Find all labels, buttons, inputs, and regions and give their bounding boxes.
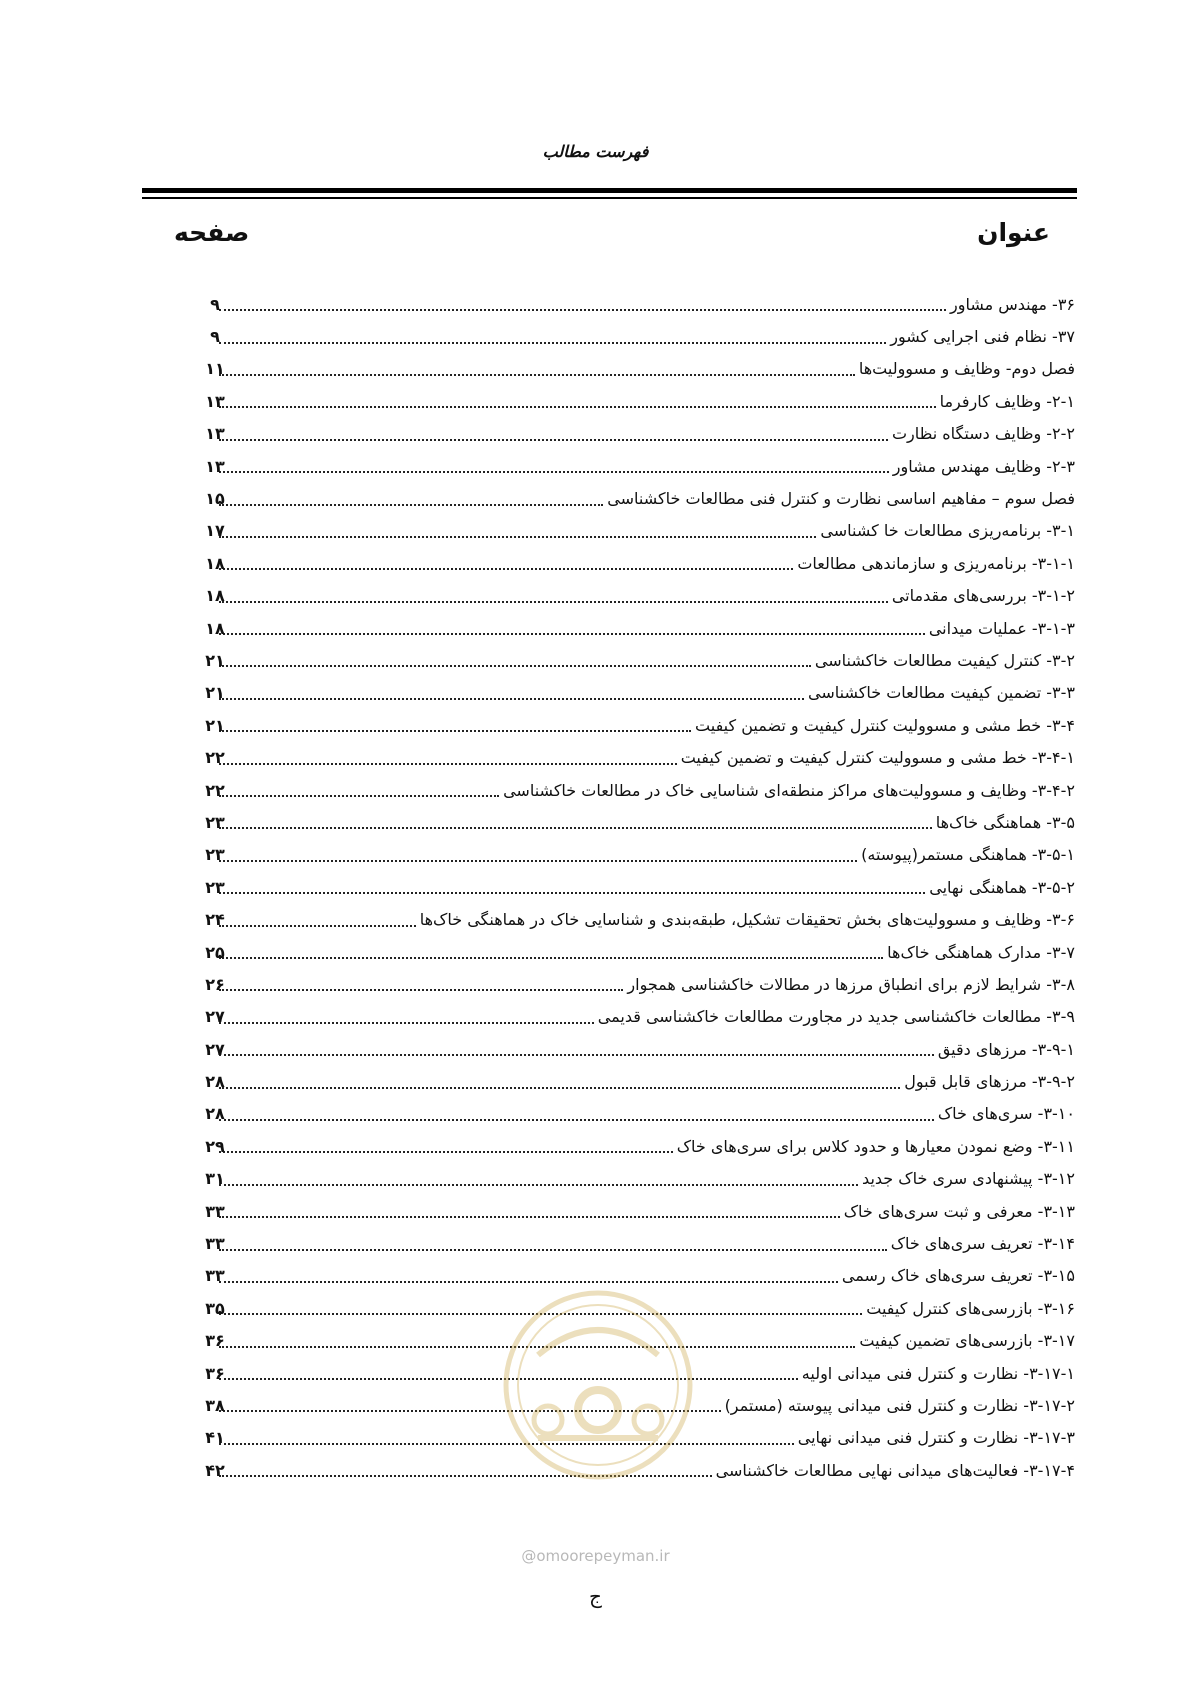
toc-entry-title: ۳-۱۳- معرفی و ثبت سری‌های خاک	[843, 1201, 1075, 1221]
toc-entry-page: ۲۸	[205, 1104, 225, 1124]
toc-entry-page: ۳۳	[205, 1201, 225, 1221]
toc-entry[interactable]	[205, 968, 1075, 1000]
toc-entry-title: ۳-۱۷- بازرسی‌های تضمین کیفیت	[859, 1331, 1075, 1351]
toc-entry[interactable]	[205, 1130, 1075, 1162]
toc-entry-page: ۲۱	[205, 683, 225, 703]
toc-entry[interactable]	[205, 1033, 1075, 1065]
toc-dot-leader	[219, 1022, 594, 1024]
toc-dot-leader	[219, 1087, 900, 1089]
toc-entry-page: ۳۵	[205, 1298, 225, 1318]
toc-entry-page: ۲۱	[205, 715, 225, 735]
page-number: ج	[589, 1584, 602, 1608]
toc-dot-leader	[219, 374, 855, 376]
toc-entry-title: ۳-۱۷-۳- نظارت و کنترل فنی میدانی نهایی	[797, 1428, 1075, 1448]
toc-dot-leader	[219, 309, 946, 311]
toc-entry-page: ۲۷	[205, 1007, 225, 1027]
toc-entry-page: ۱۳	[205, 424, 225, 444]
toc-entry[interactable]	[205, 839, 1075, 871]
toc-entry-page: ۲۱	[205, 650, 225, 670]
toc-entry-title: ۳-۱-۲- بررسی‌های مقدماتی	[891, 586, 1075, 606]
toc-dot-leader	[219, 925, 416, 927]
toc-entry[interactable]	[210, 288, 1075, 320]
toc-entry-page: ۴۱	[205, 1428, 225, 1448]
toc-dot-leader	[219, 730, 691, 732]
toc-entry-page: ۲۲	[205, 780, 225, 800]
toc-entry-title: ۳-۱۱- وضع نمودن معیارها و حدود کلاس برای سری‌های خاک	[676, 1136, 1075, 1156]
toc-entry-title: ۲-۱- وظایف کارفرما	[939, 391, 1075, 411]
toc-entry-page: ۲۷	[205, 1039, 225, 1059]
toc-dot-leader	[219, 1184, 858, 1186]
toc-dot-leader	[219, 698, 804, 700]
toc-entry-title: ۳-۱۲- پیشنهادی سری خاک جدید	[862, 1169, 1075, 1189]
toc-entry-page: ۱۸	[205, 586, 225, 606]
toc-entry-page: ۲۶	[205, 974, 225, 994]
toc-dot-leader	[219, 439, 888, 441]
toc-entry[interactable]	[205, 644, 1075, 676]
toc-dot-leader	[219, 957, 883, 959]
toc-entry-title: ۳-۱۷-۲- نظارت و کنترل فنی میدانی پیوسته (مستمر)	[724, 1395, 1075, 1415]
toc-entry[interactable]	[205, 385, 1075, 417]
toc-entry[interactable]	[205, 418, 1075, 450]
toc-entry[interactable]	[205, 677, 1075, 709]
toc-entry-title: ۳-۱-۳- عملیات میدانی	[928, 618, 1075, 638]
toc-entry[interactable]	[205, 1163, 1075, 1195]
toc-entry[interactable]	[205, 1227, 1075, 1259]
toc-entry-page: ۱۸	[205, 553, 225, 573]
toc-dot-leader	[219, 1216, 840, 1218]
toc-dot-leader	[219, 827, 932, 829]
toc-entry-page: ۹	[210, 327, 220, 347]
toc-entry-title: ۳-۷- مدارک هماهنگی خاک‌ها	[887, 942, 1075, 962]
toc-dot-leader	[219, 1054, 934, 1056]
toc-entry-title: ۳-۱۶- بازرسی‌های کنترل کیفیت	[866, 1298, 1075, 1318]
toc-entry-page: ۲۵	[205, 942, 225, 962]
toc-dot-leader	[219, 795, 499, 797]
toc-dot-leader	[219, 665, 811, 667]
toc-dot-leader	[219, 471, 889, 473]
toc-entry-title: ۳۷- نظام فنی اجرایی کشور	[890, 327, 1075, 347]
toc-entry-page: ۱۵	[205, 489, 225, 509]
toc-entry-page: ۱۱	[205, 359, 225, 379]
toc-dot-leader	[219, 860, 857, 862]
toc-entry-page: ۳۸	[205, 1395, 225, 1415]
toc-dot-leader	[219, 342, 886, 344]
toc-entry[interactable]	[205, 774, 1075, 806]
column-heading-title: عنوان	[977, 218, 1050, 247]
toc-entry[interactable]	[205, 1001, 1075, 1033]
toc-entry-title: ۳۶- مهندس مشاور	[949, 294, 1075, 314]
watermark-logo	[498, 1285, 698, 1485]
toc-entry-page: ۳۶	[205, 1331, 225, 1351]
toc-entry[interactable]	[205, 1098, 1075, 1130]
toc-entry[interactable]	[205, 806, 1075, 838]
toc-entry-page: ۱۳	[205, 456, 225, 476]
toc-entry-title: ۲-۳- وظایف مهندس مشاور	[892, 456, 1075, 476]
watermark-url: @omoorepeyman.ir	[521, 1547, 670, 1565]
toc-entry-page: ۱۷	[205, 521, 225, 541]
toc-dot-leader	[219, 568, 793, 570]
toc-entry-title: ۳-۱-۱- برنامه‌ریزی و سازماندهی مطالعات	[797, 553, 1075, 573]
toc-entry-title: ۳-۹- مطالعات خاکشناسی جدید در مجاورت مطالعات خاکشناسی قدیمی	[597, 1007, 1075, 1027]
toc-entry-page: ۳۱	[205, 1169, 225, 1189]
toc-entry[interactable]	[205, 741, 1075, 773]
toc-dot-leader	[219, 504, 603, 506]
toc-dot-leader	[219, 989, 623, 991]
toc-entry-title: ۳-۱۴- تعریف سری‌های خاک	[890, 1234, 1075, 1254]
toc-entry[interactable]	[205, 353, 1075, 385]
toc-entry-title: ۳-۱۷-۴- فعالیت‌های میدانی نهایی مطالعات خاکشناسی	[715, 1460, 1075, 1480]
toc-entry-page: ۴۲	[205, 1460, 225, 1480]
toc-dot-leader	[219, 763, 677, 765]
toc-entry[interactable]	[205, 936, 1075, 968]
toc-entry-title: ۳-۱- برنامه‌ریزی مطالعات خا کشناسی	[820, 521, 1075, 541]
toc-entry-title: ۳-۵- هماهنگی خاک‌ها	[935, 812, 1075, 832]
toc-entry-title: ۳-۴- خط مشی و مسوولیت کنترل کیفیت و تضمین کیفیت	[695, 715, 1075, 735]
toc-entry-page: ۳۳	[205, 1234, 225, 1254]
toc-entry[interactable]	[205, 871, 1075, 903]
toc-entry-title: فصل سوم – مفاهیم اساسی نظارت و کنترل فنی مطالعات خاکشناسی	[607, 489, 1075, 509]
toc-dot-leader	[219, 1151, 673, 1153]
toc-entry-title: ۳-۲- کنترل کیفیت مطالعات خاکشناسی	[814, 650, 1075, 670]
toc-entry-title: ۳-۵-۲- هماهنگی نهایی	[929, 877, 1075, 897]
toc-entry[interactable]	[205, 450, 1075, 482]
toc-entry-title: ۳-۶- وظایف و مسوولیت‌های بخش تحقیقات تشکیل، طبقه‌بندی و شناسایی خاک در هماهنگی خاک‌ها	[419, 910, 1075, 930]
toc-entry-title: ۳-۹-۱- مرزهای دقیق	[937, 1039, 1075, 1059]
running-title: فهرست مطالب	[542, 142, 649, 161]
toc-entry[interactable]	[205, 515, 1075, 547]
toc-entry-title: فصل دوم- وظایف و مسوولیت‌ها	[858, 359, 1075, 379]
toc-entry-page: ۱۳	[205, 391, 225, 411]
toc-entry-page: ۲۳	[205, 877, 225, 897]
toc-entry[interactable]	[205, 1195, 1075, 1227]
toc-entry-title: ۳-۱۰- سری‌های خاک	[937, 1104, 1075, 1124]
header-rule-thick	[142, 188, 1077, 193]
toc-entry-title: ۲-۲- وظایف دستگاه نظارت	[891, 424, 1075, 444]
toc-entry-title: ۳-۵-۱- هماهنگی مستمر(پیوسته)	[861, 845, 1075, 865]
toc-entry-title: ۳-۳- تضمین کیفیت مطالعات خاکشناسی	[808, 683, 1075, 703]
column-heading-page: صفحه	[174, 218, 250, 247]
toc-entry[interactable]	[205, 482, 1075, 514]
toc-dot-leader	[219, 536, 816, 538]
toc-dot-leader	[219, 1119, 934, 1121]
toc-entry-title: ۳-۱۷-۱- نظارت و کنترل فنی میدانی اولیه	[801, 1363, 1075, 1383]
toc-entry[interactable]	[210, 320, 1075, 352]
toc-dot-leader	[219, 601, 888, 603]
toc-entry[interactable]	[205, 1065, 1075, 1097]
toc-entry[interactable]	[205, 612, 1075, 644]
toc-entry-title: ۳-۴-۲- وظایف و مسوولیت‌های مراکز منطقه‌ای شناسایی خاک در مطالعات خاکشناسی	[503, 780, 1075, 800]
toc-entry-page: ۳۶	[205, 1363, 225, 1383]
toc-entry-title: ۳-۴-۱- خط مشی و مسوولیت کنترل کیفیت و تضمین کیفیت	[680, 748, 1075, 768]
toc-entry-page: ۹	[210, 294, 220, 314]
toc-entry[interactable]	[205, 547, 1075, 579]
toc-entry[interactable]	[205, 580, 1075, 612]
toc-dot-leader	[219, 1249, 887, 1251]
toc-dot-leader	[219, 1281, 838, 1283]
toc-entry-page: ۲۳	[205, 845, 225, 865]
toc-dot-leader	[219, 406, 936, 408]
toc-entry-page: ۲۸	[205, 1072, 225, 1092]
toc-dot-leader	[219, 892, 925, 894]
toc-entry-page: ۳۳	[205, 1266, 225, 1286]
toc-entry[interactable]	[205, 709, 1075, 741]
toc-entry[interactable]	[205, 903, 1075, 935]
toc-entry-page: ۲۹	[205, 1136, 225, 1156]
header-rule-thin	[142, 197, 1077, 199]
toc-entry-title: ۳-۱۵- تعریف سری‌های خاک رسمی	[841, 1266, 1075, 1286]
toc-dot-leader	[219, 633, 925, 635]
toc-entry-title: ۳-۸- شرایط لازم برای انطباق مرزها در مطالات خاکشناسی همجوار	[627, 974, 1075, 994]
toc-entry-page: ۱۸	[205, 618, 225, 638]
toc-entry-page: ۲۳	[205, 812, 225, 832]
toc-entry-page: ۲۲	[205, 748, 225, 768]
toc-entry-page: ۲۴	[205, 910, 225, 930]
toc-entry-title: ۳-۹-۲- مرزهای قابل قبول	[904, 1072, 1075, 1092]
